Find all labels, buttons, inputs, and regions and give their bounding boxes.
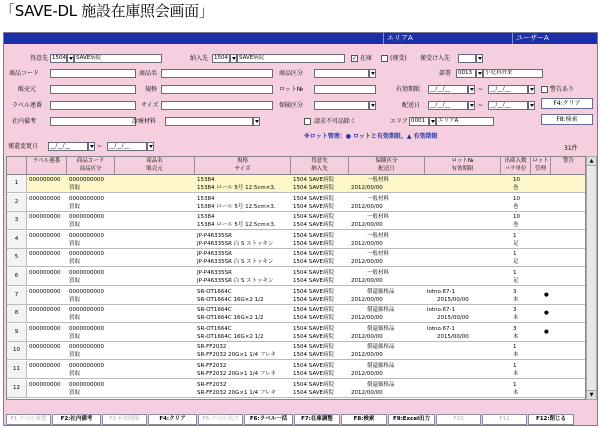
grid-header-rownum <box>7 157 27 175</box>
henkou-label: 僅還変更日 <box>8 143 39 150</box>
cell-kikaku: SR-OT1664C <box>197 288 232 295</box>
fkey-button-8[interactable]: F8:検索 <box>341 414 387 425</box>
cell-toku: 1504 SAVE病院 <box>293 325 334 332</box>
cell-nonyu: 1504 SAVE病院 <box>293 185 334 191</box>
nounyusaki-label: 納入先 <box>190 55 209 62</box>
table-row[interactable] <box>7 268 586 286</box>
henkou-from-input[interactable]: __/__/__ <box>48 142 88 151</box>
zaiko-label: 在庫 <box>360 55 373 62</box>
grid-header-8[interactable] <box>531 157 551 175</box>
cell-unit: 本 <box>513 315 519 322</box>
cell-unit: 巻 <box>513 222 519 229</box>
cell-qty: 1 <box>513 251 517 258</box>
row-number: 2 <box>7 194 27 211</box>
cell-code: 0000000000 <box>69 288 104 295</box>
cell-kubun: 買取 <box>69 240 81 247</box>
yuko-tilde: ~ <box>478 86 484 93</box>
cell-lot: lotno.67-1 <box>427 325 456 332</box>
lot-managed-marker: ● <box>544 291 549 298</box>
cell-haiso: 2012/00/00 <box>351 222 383 229</box>
cell-kikaku: SR-OT1664C <box>197 325 232 332</box>
table-row[interactable] <box>7 249 586 267</box>
cell-haiso: 2012/00/00 <box>351 203 383 210</box>
size-input[interactable] <box>161 101 273 110</box>
cell-haiso: 2012/00/00 <box>351 389 383 396</box>
cell-nonyu: 1504 SAVE病院 <box>293 240 334 247</box>
grid-header-top: ラベル連番 <box>32 158 61 164</box>
cell-kikaku: JP-P46335SR <box>197 270 232 276</box>
shohin-kubun-dropdown[interactable] <box>369 69 376 78</box>
cell-unit: 足 <box>513 240 519 247</box>
yuko-label: 有効期限 <box>396 86 421 93</box>
cell-kubun: 買取 <box>69 278 81 284</box>
row-number: 11 <box>7 361 27 378</box>
cell-toku: 1504 SAVE病院 <box>293 344 334 351</box>
cell-hoken: 一般材料 <box>367 270 390 276</box>
cell-hoken: 償還価格品 <box>367 344 395 351</box>
lot-managed-marker: ● <box>544 328 549 335</box>
busho-dropdown[interactable] <box>476 69 483 78</box>
grid-header-bottom: 納入先 <box>311 166 328 172</box>
cell-qty: 3 <box>513 307 517 314</box>
cell-label: 000000000 <box>29 232 61 239</box>
fkey-button-5[interactable]: F5:ラベル出力 <box>198 414 243 425</box>
cell-nonyu: 1504 SAVE病院 <box>293 259 334 266</box>
fkey-button-9[interactable]: F9:Excel出力 <box>388 414 435 425</box>
cell-nonyu: 1504 SAVE病院 <box>293 296 334 303</box>
henkou-from-dropdown[interactable] <box>88 142 95 151</box>
row-number: 9 <box>7 324 27 341</box>
cell-label: 000000000 <box>29 288 61 295</box>
cell-yuko: 2015/00/00 <box>437 315 469 322</box>
cell-unit: 巻 <box>513 185 519 191</box>
inventory-grid <box>6 156 586 400</box>
cell-hoken: 償還価格品 <box>367 325 395 332</box>
keikoku-label: 警告あり <box>550 86 575 93</box>
area-indicator: エリアA <box>383 33 512 44</box>
cell-nonyu: 1504 SAVE病院 <box>293 389 334 396</box>
cell-size: 15384 ロール 5号 12.5cm×3. <box>197 185 276 191</box>
henkou-tilde: ~ <box>97 143 103 150</box>
yuko-to-dropdown[interactable] <box>528 85 535 94</box>
cell-code: 0000000000 <box>69 232 104 239</box>
cell-qty: 1 <box>513 232 517 239</box>
cell-yuko: 2015/00/00 <box>437 333 469 340</box>
cell-size: JP-P46335SR 白 S ストッキン <box>197 259 274 266</box>
grid-header-5[interactable] <box>349 157 425 175</box>
table-row[interactable] <box>7 287 586 305</box>
cell-qty: 10 <box>513 214 520 221</box>
lot-input[interactable] <box>314 85 376 94</box>
busho-name-field: 小児科外来 <box>483 69 543 78</box>
cell-haiso: 2012/00/00 <box>351 240 383 247</box>
shohin-name-input[interactable] <box>161 69 273 78</box>
cell-haiso: 2012/00/00 <box>351 315 383 322</box>
grid-header-bottom: バラ単位 <box>504 166 527 172</box>
shanai-label: 社内備考 <box>12 118 37 125</box>
grid-header-top: 保険区分 <box>375 158 398 164</box>
cell-kikaku: SR-FF2032 <box>197 363 227 369</box>
cell-yuko: 2015/00/00 <box>437 296 469 303</box>
size-label: サイズ <box>141 102 159 109</box>
cell-toku: 1504 SAVE病院 <box>293 363 334 369</box>
grid-header-top: ロット <box>532 158 549 164</box>
cell-qty: 10 <box>513 177 520 183</box>
scroll-up-icon[interactable]: ▲ <box>587 157 596 166</box>
nounyusaki-code-input[interactable]: 1504 <box>214 55 228 61</box>
cell-kikaku: SR-OT1664C <box>197 307 232 314</box>
cell-label: 000000000 <box>29 344 61 351</box>
cell-size: SR-OT1664C 16G×2 1/2 <box>197 333 264 340</box>
cell-unit: 本 <box>513 371 519 377</box>
seikyu-label: 請求不可品除く <box>314 118 357 125</box>
cell-hoken: 償還価格品 <box>367 363 395 369</box>
area-label: エリア <box>390 118 409 125</box>
cell-unit: 本 <box>513 352 519 359</box>
shohin-kubun-input[interactable] <box>314 69 369 78</box>
cell-toku: 1504 SAVE病院 <box>293 232 334 239</box>
row-number: 6 <box>7 268 27 285</box>
fkey-button-11[interactable]: F11 <box>482 414 527 425</box>
grid-header-4[interactable] <box>291 157 349 175</box>
cell-toku: 1504 SAVE病院 <box>293 381 334 388</box>
ukeire-input[interactable] <box>458 54 476 63</box>
kikaku-input[interactable] <box>161 85 273 94</box>
yuko-from-dropdown[interactable] <box>468 85 475 94</box>
table-row[interactable] <box>7 361 586 379</box>
cell-toku: 1504 SAVE病院 <box>293 195 334 202</box>
busho-code-input[interactable]: 0013 <box>456 69 476 78</box>
cell-label: 000000000 <box>29 363 61 369</box>
cell-haiso: 2012/00/00 <box>351 185 383 191</box>
cell-unit: 本 <box>513 389 519 396</box>
table-row[interactable] <box>7 212 586 230</box>
haichi-tilde: ~ <box>478 102 484 109</box>
cell-code: 0000000000 <box>69 344 104 351</box>
haichi-to-dropdown[interactable] <box>528 101 535 110</box>
cell-kikaku: SR-FF2032 <box>197 381 227 388</box>
hanbai-input[interactable] <box>50 85 136 94</box>
cell-qty: 10 <box>513 195 520 202</box>
cell-kubun: 買取 <box>69 371 81 377</box>
cell-nonyu: 1504 SAVE病院 <box>293 352 334 359</box>
tokuisaki-dropdown[interactable] <box>67 54 74 63</box>
cell-label: 000000000 <box>29 177 61 183</box>
grid-scrollbar[interactable] <box>586 156 597 400</box>
title-bar <box>4 33 597 44</box>
cell-label: 000000000 <box>29 381 61 388</box>
grid-header-top: 出庫入数 <box>504 158 527 164</box>
haichi-from-input[interactable]: __/__/__ <box>428 101 468 110</box>
grid-header-top: 商品コード <box>76 158 105 164</box>
cell-qty: 3 <box>513 288 517 295</box>
clear-button[interactable]: F4:クリア <box>541 98 593 109</box>
yuko-from-input[interactable]: __/__/__ <box>428 85 468 94</box>
table-row[interactable] <box>7 342 586 360</box>
cell-kubun: 買取 <box>69 222 81 229</box>
cell-code: 0000000000 <box>69 307 104 314</box>
cell-size: JP-P46335SR 白 S ストッキン <box>197 278 274 284</box>
cell-hoken: 一般材料 <box>367 232 390 239</box>
zaiko-checkbox[interactable]: ✓ <box>352 55 358 62</box>
fkey-button-12[interactable]: F12:閉じる <box>528 414 574 425</box>
cell-unit: 巻 <box>513 203 519 210</box>
cell-kikaku: 15384 <box>197 214 215 221</box>
cell-size: SR-OT1664C 16G×2 1/2 <box>197 296 264 303</box>
cell-nonyu: 1504 SAVE病院 <box>293 315 334 322</box>
inventory-window <box>3 32 598 426</box>
fkey-button-10[interactable]: F10 <box>436 414 481 425</box>
grid-header-top: ロット№ <box>451 158 474 164</box>
cell-nonyu: 1504 SAVE病院 <box>293 222 334 229</box>
grid-header-top: 商品名 <box>146 158 163 164</box>
cell-size: SR-OT1664C 16G×2 1/2 <box>197 315 264 322</box>
row-number: 5 <box>7 249 27 266</box>
cell-kikaku: JP-P46335SR <box>197 251 232 258</box>
cell-hoken: 一般材料 <box>367 214 390 221</box>
hokan-label: 保険区分 <box>279 102 304 109</box>
table-row[interactable] <box>7 175 586 193</box>
grid-header-bottom: 管理 <box>534 166 546 172</box>
kikaku-label: 規格 <box>145 86 158 93</box>
cell-haiso: 2012/00/00 <box>351 333 383 340</box>
cell-code: 0000000000 <box>69 363 104 369</box>
shohin-code-label: 商品コード <box>9 70 40 77</box>
cell-label: 000000000 <box>29 214 61 221</box>
cell-kubun: 買取 <box>69 333 81 340</box>
cell-qty: 3 <box>513 325 517 332</box>
fkey-button-2[interactable]: F2:社内備考 <box>52 414 101 425</box>
cell-nonyu: 1504 SAVE病院 <box>293 278 334 284</box>
search-button[interactable]: F8:検索 <box>541 114 593 125</box>
tokuisaki-label: 得意先 <box>30 55 49 62</box>
cell-hoken: 償還価格品 <box>367 288 395 295</box>
cell-hoken: 一般材料 <box>367 177 390 183</box>
table-row[interactable] <box>7 194 586 212</box>
grid-header-top: 規格 <box>236 158 248 164</box>
grid-header-bottom: 有効期限 <box>451 166 474 172</box>
cell-kubun: 買取 <box>69 352 81 359</box>
cell-kubun: 買取 <box>69 203 81 210</box>
shinryo-input[interactable] <box>165 117 253 126</box>
hanbai-label: 販売元 <box>18 86 37 93</box>
cell-hoken: 償還価格品 <box>367 307 395 314</box>
row-number: 12 <box>7 380 27 397</box>
cell-kubun: 買取 <box>69 185 81 191</box>
cell-unit: 本 <box>513 296 519 303</box>
cell-qty: 1 <box>513 381 517 388</box>
label-renban-label: ラベル連番 <box>12 102 43 109</box>
user-indicator: ユーザーA <box>512 33 597 44</box>
hokan-input[interactable] <box>314 101 369 110</box>
cell-label: 000000000 <box>29 307 61 314</box>
cell-size: 15384 ロール 5号 12.5cm×3. <box>197 222 276 229</box>
fkey-button-6[interactable]: F6:ラベル一括 <box>244 414 293 425</box>
row-number: 1 <box>7 175 27 192</box>
cell-kikaku: JP-P46335SR <box>197 232 232 239</box>
cell-qty: 1 <box>513 363 517 369</box>
fkey-button-3[interactable]: F3:有効期限 <box>102 414 147 425</box>
label-renban-input[interactable] <box>50 101 136 110</box>
shinsei-label: (僅受) <box>390 55 407 62</box>
cell-haiso: 2012/00/00 <box>351 352 383 359</box>
cell-toku: 1504 SAVE病院 <box>293 270 334 276</box>
table-row[interactable] <box>7 324 586 342</box>
tokuisaki-name-field: SAVE病院 <box>74 54 162 63</box>
cell-size: SR-FF2032 20G×1 1/4 フレキ <box>197 352 277 359</box>
cell-haiso: 2012/00/00 <box>351 259 383 266</box>
ukeire-label: 僅受け入先 <box>420 55 451 62</box>
cell-code: 0000000000 <box>69 381 104 388</box>
hokan-dropdown[interactable] <box>369 101 376 110</box>
cell-nonyu: 1504 SAVE病院 <box>293 371 334 377</box>
cell-kikaku: 15384 <box>197 177 215 183</box>
cell-qty: 1 <box>513 344 517 351</box>
grid-header-7[interactable] <box>501 157 531 175</box>
tokuisaki-code-input[interactable]: 1504 <box>52 55 66 61</box>
cell-code: 0000000000 <box>69 251 104 258</box>
area-name-field: エリアA <box>436 117 494 126</box>
fkey-button-1[interactable]: F1:ラベル複製 <box>6 414 51 425</box>
fkey-button-7[interactable]: F7:在庫調整 <box>294 414 340 425</box>
cell-haiso: 2012/00/00 <box>351 371 383 377</box>
cell-label: 000000000 <box>29 251 61 258</box>
grid-header-bottom: 商品区分 <box>79 166 102 172</box>
cell-unit: 足 <box>513 259 519 266</box>
shinsei-checkbox[interactable] <box>381 55 388 62</box>
cell-code: 0000000000 <box>69 325 104 332</box>
grid-header-top: 警告 <box>562 158 574 164</box>
page-caption: 「SAVE-DL 施設在庫照会画面」 <box>0 2 214 20</box>
cell-hoken: 償還価格品 <box>367 381 395 388</box>
cell-qty: 1 <box>513 270 517 276</box>
cell-toku: 1504 SAVE病院 <box>293 214 334 221</box>
grid-header-2[interactable] <box>115 157 195 175</box>
cell-kubun: 買取 <box>69 389 81 396</box>
cell-toku: 1504 SAVE病院 <box>293 307 334 314</box>
grid-header-bottom: 販売元 <box>146 166 163 172</box>
grid-header-6[interactable] <box>425 157 501 175</box>
cell-toku: 1504 SAVE病院 <box>293 288 334 295</box>
grid-header-3[interactable] <box>195 157 291 175</box>
table-row[interactable] <box>7 380 586 398</box>
lot-label: ロット№ <box>279 86 304 93</box>
cell-haiso: 2012/00/00 <box>351 296 383 303</box>
lot-legend-note: ※ロット管理：● ロットと有効期限、▲ 有効期限 <box>304 133 438 140</box>
shinryo-dropdown[interactable] <box>253 117 260 126</box>
cell-lot: lotno.67-1 <box>427 307 456 314</box>
grid-header-bottom: 配送日 <box>378 166 395 172</box>
area-dropdown[interactable] <box>429 117 436 126</box>
row-number: 7 <box>7 287 27 304</box>
grid-header-bottom: サイズ <box>234 166 251 172</box>
haichi-to-input[interactable]: __/__/__ <box>488 101 528 110</box>
cell-size: JP-P46335SR 白 S ストッキン <box>197 240 274 247</box>
cell-size: 15384 ロール 5号 12.5cm×3. <box>197 203 276 210</box>
cell-code: 0000000000 <box>69 214 104 221</box>
cell-label: 000000000 <box>29 270 61 276</box>
cell-hoken: 一般材料 <box>367 251 390 258</box>
grid-header-0[interactable] <box>27 157 67 175</box>
shohin-code-input[interactable] <box>50 69 136 78</box>
nounyusaki-name-field: SAVE病院 <box>237 54 345 63</box>
cell-haiso: 2012/00/00 <box>351 278 383 284</box>
cell-kikaku: 15384 <box>197 195 215 202</box>
busho-label: 部署 <box>439 70 452 77</box>
cell-nonyu: 1504 SAVE病院 <box>293 203 334 210</box>
row-number: 3 <box>7 212 27 229</box>
cell-hoken: 一般材料 <box>367 195 390 202</box>
cell-code: 0000000000 <box>69 195 104 202</box>
grid-header-top: 得意先 <box>311 158 328 164</box>
yuko-to-input[interactable]: __/__/__ <box>488 85 528 94</box>
henkou-to-dropdown[interactable] <box>147 142 154 151</box>
cell-toku: 1504 SAVE病院 <box>293 177 334 183</box>
cell-lot: lotno.67-1 <box>427 288 456 295</box>
scroll-down-icon[interactable]: ▼ <box>587 390 596 399</box>
fkey-button-4[interactable]: F4:クリア <box>148 414 197 425</box>
cell-kubun: 買取 <box>69 315 81 322</box>
cell-kikaku: SR-FF2032 <box>197 344 227 351</box>
shohin-kubun-label: 商品区分 <box>279 70 304 77</box>
haichi-label: 配送日 <box>402 102 421 109</box>
cell-label: 000000000 <box>29 195 61 202</box>
table-row[interactable] <box>7 305 586 323</box>
cell-size: SR-FF2032 20G×1 1/4 フレキ <box>197 371 277 377</box>
cell-size: SR-FF2032 20G×1 1/4 フレキ <box>197 389 277 396</box>
shinryo-label: 診療材料 <box>132 118 157 125</box>
row-number: 4 <box>7 231 27 248</box>
shanai-input[interactable] <box>50 117 136 126</box>
table-row[interactable] <box>7 231 586 249</box>
haichi-from-dropdown[interactable] <box>468 101 475 110</box>
ukeire-dropdown[interactable] <box>476 54 483 63</box>
cell-kubun: 買取 <box>69 296 81 303</box>
row-number: 10 <box>7 342 27 359</box>
keikoku-checkbox[interactable] <box>541 86 548 93</box>
shohin-name-label: 商品名 <box>139 70 158 77</box>
record-count: 31件 <box>564 145 578 152</box>
lot-managed-marker: ● <box>544 310 549 317</box>
grid-header-1[interactable] <box>67 157 115 175</box>
cell-nonyu: 1504 SAVE病院 <box>293 333 334 340</box>
cell-code: 0000000000 <box>69 270 104 276</box>
cell-unit: 足 <box>513 278 519 284</box>
cell-code: 0000000000 <box>69 177 104 183</box>
cell-kubun: 買取 <box>69 259 81 266</box>
nounyusaki-dropdown[interactable] <box>230 54 237 63</box>
row-number: 8 <box>7 305 27 322</box>
grid-header-9[interactable] <box>551 157 586 175</box>
henkou-to-input[interactable]: __/__/__ <box>107 142 147 151</box>
cell-label: 000000000 <box>29 325 61 332</box>
cell-unit: 本 <box>513 333 519 340</box>
cell-toku: 1504 SAVE病院 <box>293 251 334 258</box>
area-code-input[interactable]: 0001 <box>409 117 429 126</box>
seikyu-checkbox[interactable] <box>304 118 311 125</box>
